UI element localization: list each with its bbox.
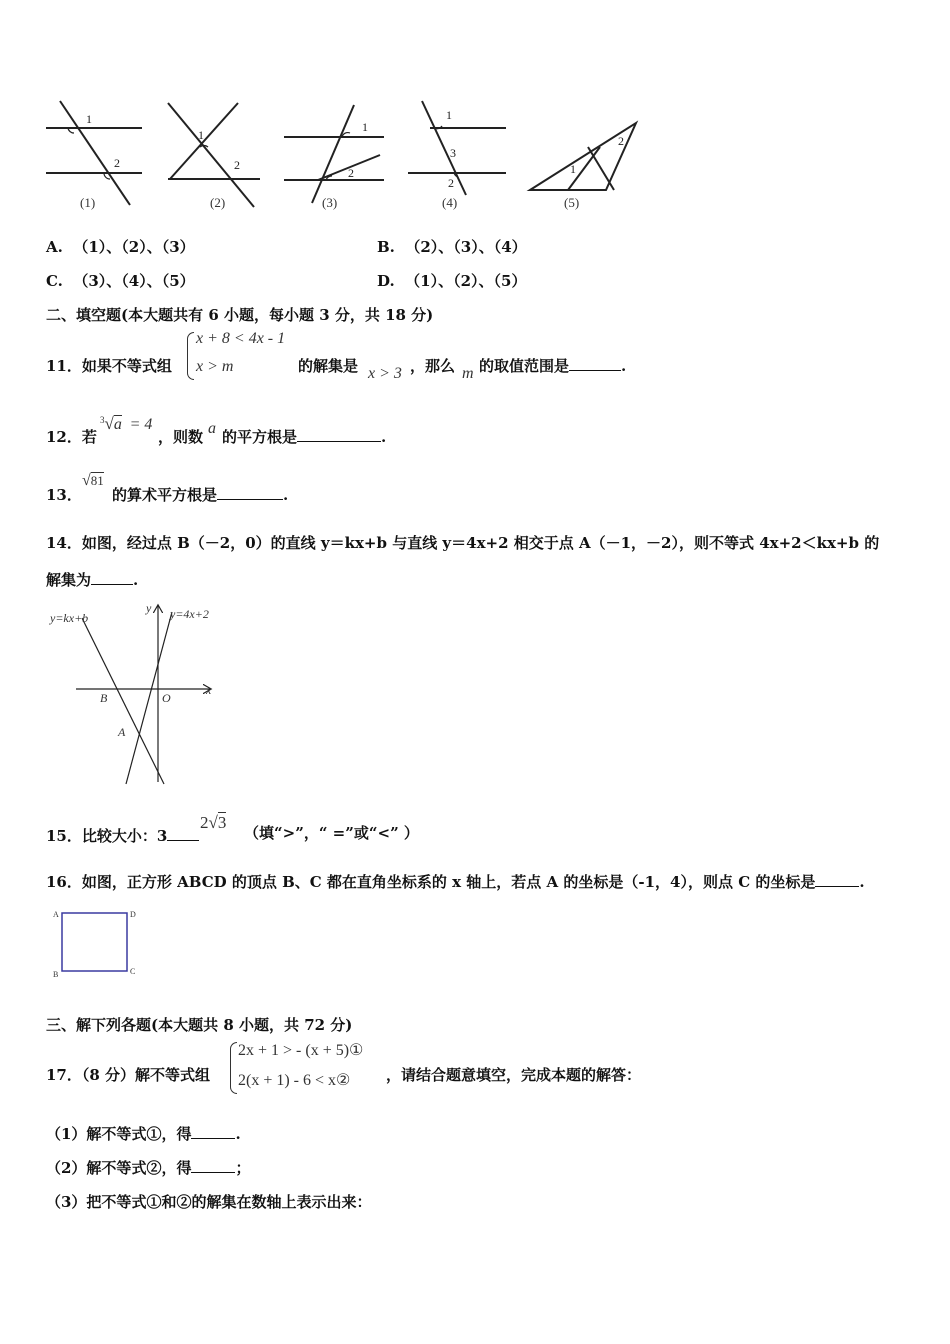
question-13: 13． bbox=[46, 486, 82, 504]
answer-blank[interactable] bbox=[167, 826, 199, 841]
option-d: D. （1）、（2）、（5） bbox=[377, 272, 527, 290]
angle-figures bbox=[40, 95, 650, 215]
question-17: 17．（8 分）解不等式组 bbox=[46, 1066, 211, 1084]
figure-caption: (3) bbox=[322, 195, 338, 210]
graph-label-line1: y=kx+b bbox=[50, 611, 89, 625]
question-14: 14．如图，经过点 B（－2，0）的直线 y＝kx+b 与直线 y＝4x+2 相交于点 A（－1，－2），则不等式 4x+2＜kx+b 的 bbox=[46, 534, 880, 552]
angle-label: 1 bbox=[198, 128, 204, 142]
question-12-mid: ，则数 bbox=[158, 428, 204, 446]
angle-label: 3 bbox=[450, 146, 456, 160]
figure-caption: (4) bbox=[442, 195, 458, 210]
step-3: （3）把不等式①和②的解集在数轴上表示出来： bbox=[46, 1193, 372, 1211]
option-c: C. （3）、（4）、（5） bbox=[46, 272, 195, 290]
variable-m: m bbox=[462, 365, 474, 382]
question-12-post: 的平方根是 . bbox=[222, 428, 387, 446]
question-13-post: 的算术平方根是 . bbox=[112, 486, 289, 504]
answer-blank[interactable] bbox=[297, 427, 381, 442]
question-17-post: ，请结合题意填空，完成本题的解答： bbox=[386, 1066, 642, 1084]
square-figure bbox=[50, 906, 145, 981]
system-line-1: 2x + 1 > - (x + 5)① bbox=[238, 1042, 364, 1059]
answer-blank[interactable] bbox=[91, 570, 133, 585]
option-b: B. （2）、（3）、（4） bbox=[377, 238, 527, 256]
solution-set: x > 3 bbox=[368, 365, 402, 382]
angle-label: 2 bbox=[348, 166, 354, 180]
answer-blank[interactable] bbox=[217, 485, 283, 500]
question-11-mid: 的解集是 bbox=[298, 357, 359, 375]
question-14-line2: 解集为 . bbox=[46, 571, 139, 589]
radical-expression: 2√3 bbox=[200, 813, 227, 832]
system-brace bbox=[187, 332, 194, 380]
graph-label-origin: O bbox=[162, 691, 171, 705]
question-11: 11．如果不等式组 bbox=[46, 357, 172, 375]
system-brace bbox=[230, 1042, 237, 1094]
angle-label: 1 bbox=[86, 112, 92, 126]
question-15-post: （填“>”，“ =”或“<” ） bbox=[244, 824, 419, 842]
angle-label: 1 bbox=[446, 108, 452, 122]
graph-label-y: y bbox=[146, 601, 152, 615]
option-a: A. （1）、（2）、（3） bbox=[46, 238, 195, 256]
question-11-mid2: ，那么 bbox=[410, 357, 456, 375]
angle-label: 2 bbox=[114, 156, 120, 170]
graph-label-b: B bbox=[100, 691, 108, 705]
figure-caption: (1) bbox=[80, 195, 96, 210]
question-12: 12．若 bbox=[46, 428, 97, 446]
system-line-2: 2(x + 1) - 6 < x② bbox=[238, 1072, 351, 1089]
angle-label: 2 bbox=[448, 176, 454, 190]
answer-blank[interactable] bbox=[815, 872, 859, 887]
angle-label: 2 bbox=[618, 134, 624, 148]
section-title: 三、解下列各题(本大题共 8 小题，共 72 分) bbox=[46, 1016, 353, 1034]
question-11-post: 的取值范围是 . bbox=[479, 357, 627, 375]
angle-label: 1 bbox=[570, 162, 576, 176]
q14-graph bbox=[44, 598, 234, 788]
label-a: A bbox=[53, 910, 59, 919]
question-15: 15．比较大小：3 bbox=[46, 825, 199, 846]
cube-root: $^3$√a = 4 bbox=[100, 414, 153, 433]
question-16: 16．如图，正方形 ABCD 的顶点 B、C 都在直角坐标系的 x 轴上，若点 A 的坐标是（-1，4），则点 C 的坐标是 . bbox=[46, 873, 865, 891]
step-1: （1）解不等式①，得 . bbox=[46, 1125, 241, 1143]
variable-a: a bbox=[208, 420, 216, 437]
section-title: 二、填空题(本大题共有 6 小题，每小题 3 分，共 18 分) bbox=[46, 306, 434, 324]
graph-label-a: A bbox=[118, 725, 126, 739]
label-d: D bbox=[130, 910, 136, 919]
label-c: C bbox=[130, 967, 136, 976]
label-b: B bbox=[53, 970, 59, 979]
answer-blank[interactable] bbox=[191, 1158, 235, 1173]
figure-caption: (5) bbox=[564, 195, 580, 210]
answer-blank[interactable] bbox=[569, 356, 621, 371]
step-2: （2）解不等式②，得 ； bbox=[46, 1159, 251, 1177]
system-line-2: x > m bbox=[196, 358, 234, 375]
graph-label-x: x bbox=[206, 683, 212, 697]
system-line-1: x + 8 < 4x - 1 bbox=[196, 330, 286, 347]
figure-caption: (2) bbox=[210, 195, 226, 210]
angle-label: 1 bbox=[362, 120, 368, 134]
answer-blank[interactable] bbox=[191, 1124, 235, 1139]
square-root: √81 bbox=[82, 472, 104, 489]
graph-label-line2: y=4x+2 bbox=[170, 607, 209, 621]
angle-label: 2 bbox=[234, 158, 240, 172]
